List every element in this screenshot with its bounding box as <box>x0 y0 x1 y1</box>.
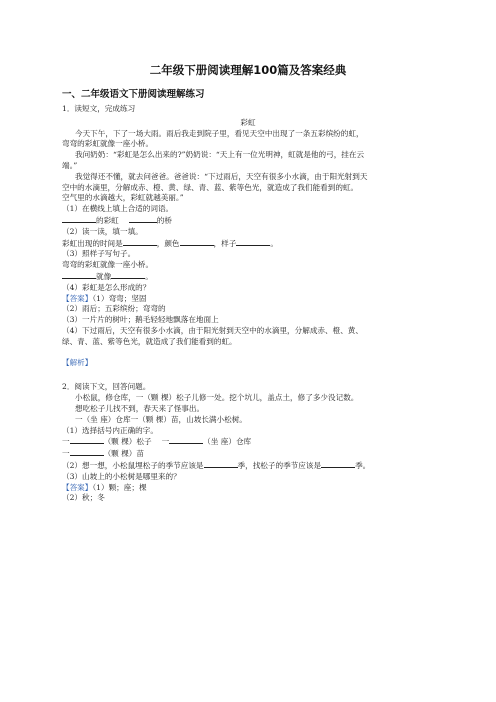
fill-line <box>62 215 434 227</box>
answer-line <box>62 483 434 494</box>
fill-text: （2）想一想，小松鼠埋松子的季节应该是 <box>62 460 204 470</box>
answer-line: （4）下过雨后，天空有很多小水滴，由于阳光射到天空中的水滴里，分解成赤、橙、黄、 <box>62 325 363 335</box>
fill-line <box>62 460 434 472</box>
fill-text: 一 <box>62 437 70 447</box>
answer-blank[interactable] <box>111 271 145 279</box>
fill-text: 的彩虹 <box>96 215 119 225</box>
answer-blank[interactable] <box>62 271 96 279</box>
answer-text: （1）颗；座；棵 <box>92 482 147 492</box>
q2-sub-question: （1）选择括号内正确的字。 <box>62 425 158 435</box>
document-title: 二年级下册阅读理解100篇及答案经典 <box>149 63 347 77</box>
answer-blank[interactable] <box>321 460 355 468</box>
q1-sub-question: （4）彩虹是怎么形成的？ <box>62 282 151 292</box>
fill-line <box>62 238 434 250</box>
answer-blank[interactable] <box>123 238 157 246</box>
poem-line: 小松鼠，修仓库，一（颗 棵）松子儿修一处。挖个坑儿，盖点土，修了多少没记数。 <box>75 393 359 403</box>
fill-text: 一 <box>62 449 70 459</box>
fill-text: 季。 <box>355 460 371 470</box>
example-sentence: 弯弯的彩虹就像一座小桥。 <box>62 260 154 270</box>
paragraph-line: 今天下午，下了一场大雨。雨后我走到院子里，看见天空中出现了一条五彩缤纷的虹， <box>75 128 364 138</box>
fill-text: 。 <box>145 271 153 281</box>
answer-tag: 【答案】 <box>62 293 93 303</box>
paragraph-line: 我觉得还不懂，就去问爸爸。爸爸说：“下过雨后，天空有很多小水滴，由于阳光射到天 <box>75 171 368 181</box>
poem-line: 一（坐 座）仓库一（颗 棵）苗，山坡长满小松树。 <box>75 414 247 424</box>
answer-blank[interactable] <box>180 238 214 246</box>
answer-blank[interactable] <box>236 238 270 246</box>
article-title: 彩虹 <box>240 117 256 127</box>
q2-header: 2．阅读下文，回答问题。 <box>62 382 151 392</box>
fill-text: ，颜色 <box>156 238 180 248</box>
answer-line: （3）一片片的树叶；鹅毛轻轻地飘落在地面上 <box>62 315 219 325</box>
q1-header: 1．读短文，完成练习 <box>62 104 136 113</box>
fill-text: （坐 座）仓库 <box>203 437 252 447</box>
paragraph-line: 空中的水滴里，分解成赤、橙、黄、绿、青、蓝、紫等色光，就造成了我们能看到的虹。 <box>62 182 359 192</box>
answer-line <box>62 294 434 305</box>
fill-line <box>62 448 434 460</box>
fill-text: （颗 棵）松子 <box>103 437 152 447</box>
fill-text: 一 <box>161 437 170 447</box>
document-body <box>62 104 434 504</box>
paragraph-line: 空气里的水滴越大，彩虹就越美丽。” <box>62 193 184 203</box>
answer-line: （2）雨后；五彩缤纷；弯弯的 <box>62 304 166 314</box>
q2-sub-question: （3）山坡上的小松树是哪里来的？ <box>62 471 181 481</box>
q1-sub-question: （2）读一读，填一填。 <box>62 226 143 236</box>
answer-blank[interactable] <box>70 448 104 456</box>
paragraph-line: 我问奶奶：“彩虹是怎么出来的?”奶奶说：“天上有一位光明神，虹就是他的弓，挂在云 <box>75 150 365 160</box>
answer-line: （2）秋；冬 <box>62 493 105 503</box>
answer-blank[interactable] <box>204 460 238 468</box>
fill-text: 就像 <box>96 271 112 281</box>
fill-text: （颗 棵）苗 <box>103 449 144 459</box>
section-heading: 一、二年级语文下册阅读理解练习 <box>62 89 205 100</box>
answer-blank[interactable] <box>129 215 157 223</box>
answer-line: 绿、青、蓝、紫等色光，就造成了我们能看到的虹。 <box>62 336 237 346</box>
q1-sub-question: （3）照样子写句子。 <box>62 249 136 259</box>
fill-text: 。 <box>270 238 278 248</box>
fill-text: 彩虹出现的时间是 <box>62 238 123 248</box>
answer-blank[interactable] <box>70 436 104 444</box>
analysis-tag: 【解析】 <box>62 357 93 367</box>
answer-text: （1）弯弯；坚固 <box>92 293 147 303</box>
poem-line: 想吃松子儿找不到，春天来了怪事出。 <box>75 403 205 413</box>
paragraph-line: 弯弯的彩虹就像一座小桥。 <box>62 139 154 149</box>
fill-line <box>62 436 434 448</box>
fill-line <box>62 271 434 283</box>
paragraph-line: 端。” <box>62 160 78 170</box>
fill-text: ，样子 <box>213 238 237 248</box>
answer-blank[interactable] <box>169 436 203 444</box>
answer-tag: 【答案】 <box>62 482 93 492</box>
q1-sub-question: （1）在横线上填上合适的词语。 <box>62 204 174 214</box>
answer-blank[interactable] <box>62 215 96 223</box>
fill-text: 的桥 <box>156 215 172 225</box>
fill-text: 季，找松子的季节应该是 <box>237 460 322 470</box>
